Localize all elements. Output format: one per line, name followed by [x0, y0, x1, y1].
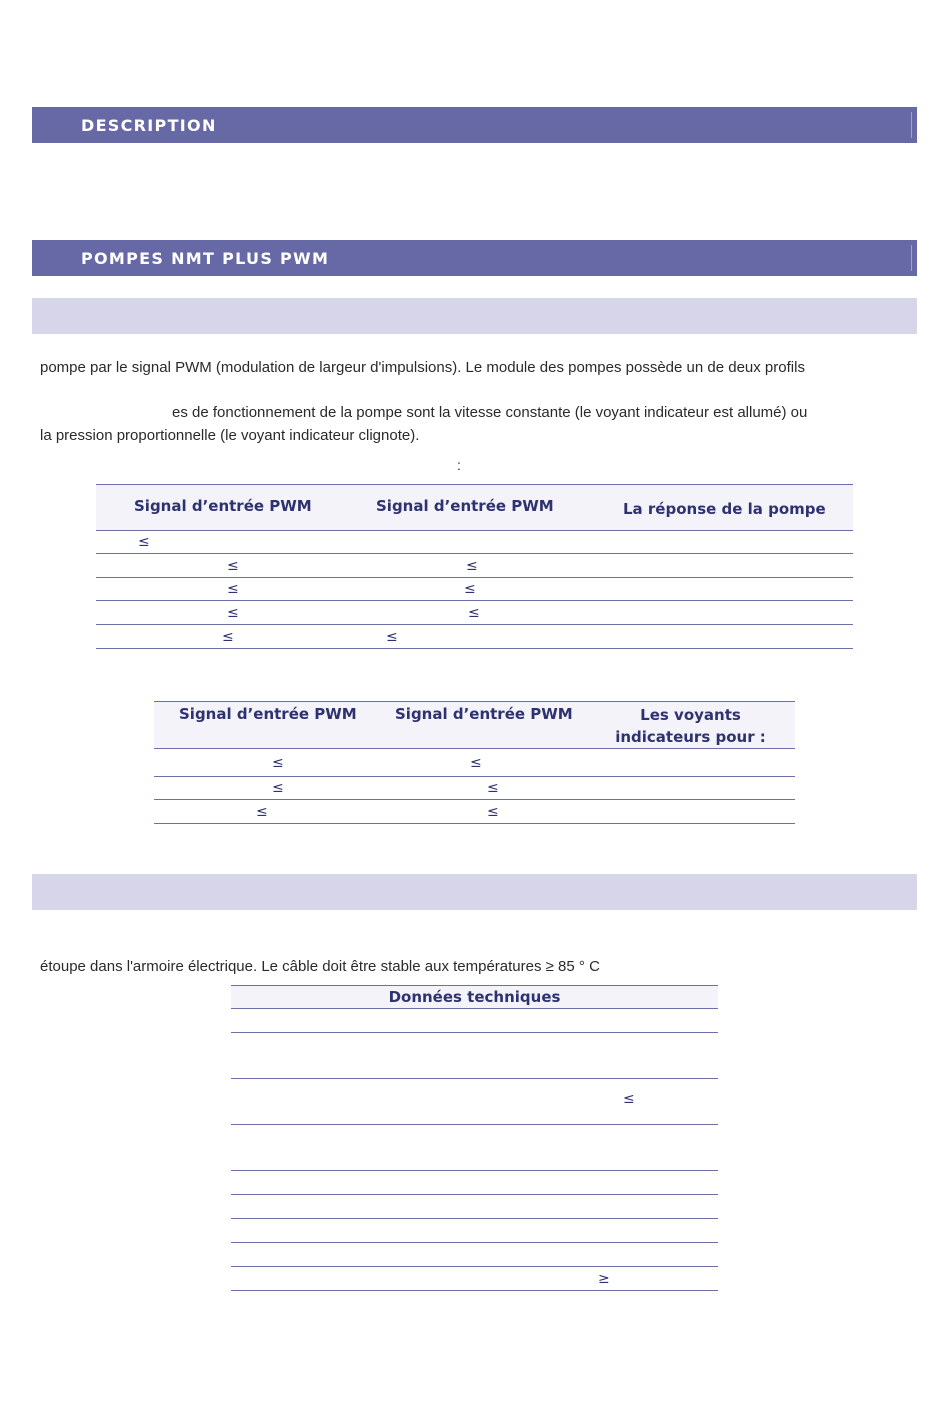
section-header-description [32, 107, 917, 143]
table-row [154, 749, 795, 777]
table-row [231, 1033, 718, 1079]
body-colon: : [457, 457, 461, 473]
cable-text: étoupe dans l'armoire électrique. Le câble doit être stable aux températures ≥ 85 ° C [40, 958, 600, 975]
table-row [96, 531, 853, 554]
le-symbol: ≤ [227, 557, 239, 574]
table-row [231, 1195, 718, 1219]
table-header-row [96, 485, 853, 531]
le-symbol: ≤ [272, 780, 284, 796]
table-row [96, 601, 853, 625]
table-row [231, 1219, 718, 1243]
le-symbol: ≤ [256, 803, 268, 820]
subsection-band-2 [32, 874, 917, 910]
section-header-pompes [32, 240, 917, 276]
table-row [96, 625, 853, 649]
band-divider [911, 112, 912, 138]
le-symbol: ≤ [623, 1091, 635, 1107]
table-header-cell: Signal d’entrée PWM [346, 485, 578, 531]
pwm-response-table [96, 484, 853, 649]
le-symbol: ≤ [468, 604, 480, 621]
le-symbol: ≤ [138, 534, 150, 550]
table-row [154, 800, 795, 824]
table-row [96, 578, 853, 601]
table-header-cell: Signal d’entrée PWM [366, 702, 586, 749]
section-title: POMPES NMT PLUS PWM [81, 249, 330, 268]
table-row [231, 1243, 718, 1267]
table-row [96, 554, 853, 578]
le-symbol: ≤ [227, 604, 239, 621]
le-symbol: ≤ [470, 754, 482, 771]
table-header-cell: Données techniques [231, 986, 718, 1009]
table-header-row [154, 702, 795, 749]
le-symbol: ≤ [272, 754, 284, 771]
le-symbol: ≤ [227, 581, 239, 597]
table-row [231, 1125, 718, 1171]
le-symbol: ≤ [222, 628, 234, 645]
technical-data-table [231, 985, 718, 1291]
ge-symbol: ≥ [598, 1270, 610, 1287]
le-symbol: ≤ [386, 628, 398, 645]
le-symbol: ≤ [466, 557, 478, 574]
section-title: DESCRIPTION [81, 116, 217, 135]
band-divider [911, 245, 912, 271]
table-row [154, 777, 795, 800]
table-row [231, 1079, 718, 1125]
body-line-3: la pression proportionnelle (le voyant indicateur clignote). [40, 427, 420, 444]
le-symbol: ≤ [487, 803, 499, 820]
table-header-cell: Signal d’entrée PWM [154, 702, 366, 749]
le-symbol: ≤ [464, 581, 476, 597]
table-header-cell: Les voyants indicateurs pour : [586, 702, 795, 749]
table-row [231, 1171, 718, 1195]
body-line-2: es de fonctionnement de la pompe sont la vitesse constante (le voyant indicateur est allumé) ou [172, 404, 808, 421]
pwm-indicator-table [154, 701, 795, 824]
table-header-row [231, 986, 718, 1009]
body-line-1: pompe par le signal PWM (modulation de largeur d'impulsions). Le module des pompes possède un de deux profils [40, 359, 805, 376]
table-row [231, 1267, 718, 1291]
table-header-cell: La réponse de la pompe [578, 485, 853, 531]
subsection-band-1 [32, 298, 917, 334]
table-row [231, 1009, 718, 1033]
le-symbol: ≤ [487, 780, 499, 796]
table-header-cell: Signal d’entrée PWM [96, 485, 346, 531]
